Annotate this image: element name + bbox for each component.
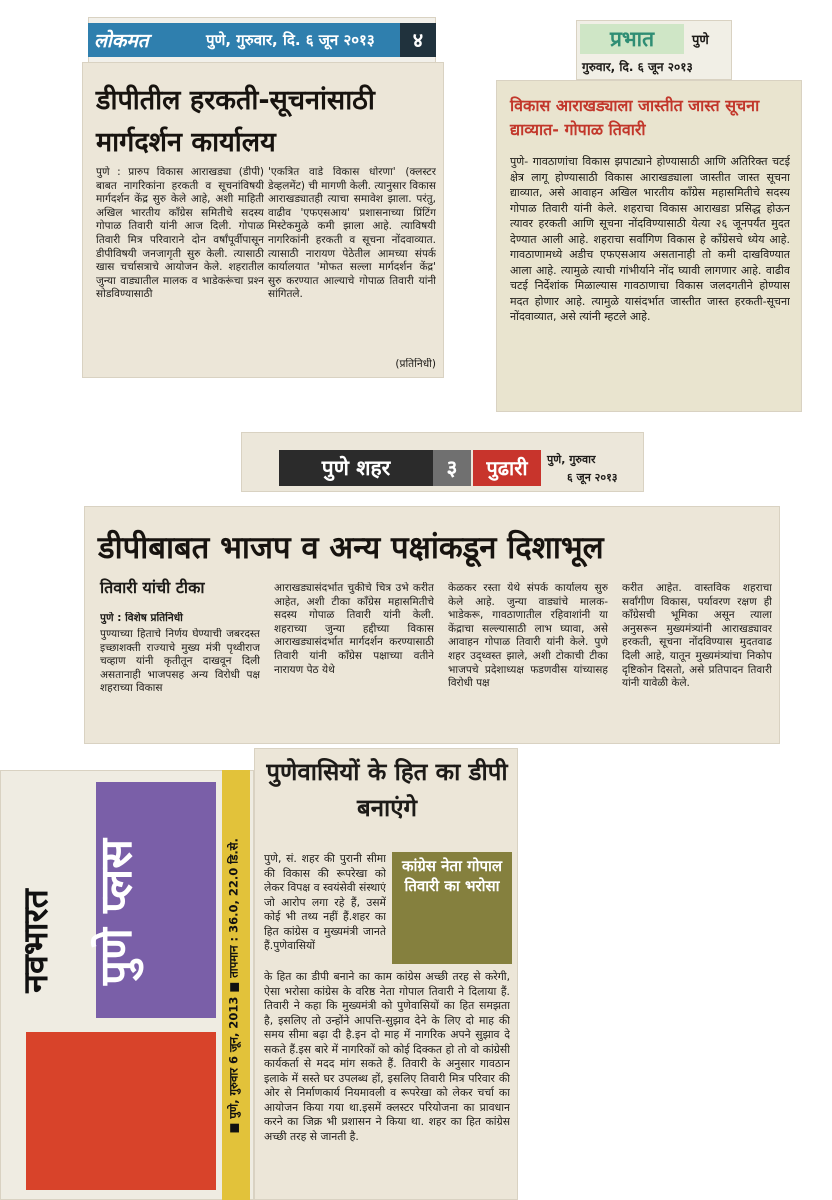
navbharat-date-line: ■ पुणे, गुरुवार 6 जून, 2013 ■ तापमान : 36.0, 22.0 डि.से. <box>226 838 241 1134</box>
pudhari-section: पुणे शहर <box>279 450 433 486</box>
prabhat-date-line: गुरुवार, दि. ६ जून २०१३ <box>582 60 693 74</box>
lokmat-masthead <box>88 17 436 67</box>
lokmat-headline: डीपीतील हरकती-सूचनांसाठी मार्गदर्शन कार्यालय <box>96 85 375 158</box>
lokmat-bar <box>88 23 436 57</box>
navbharat-logo: नवभारत <box>16 889 56 993</box>
lokmat-article <box>82 62 444 378</box>
pudhari-column-3: केळकर रस्ता येथे संपर्क कार्यालय सुरु केले आहे. जुन्या वाड्यांचे मालक-भाडेकरू, गावठाणातील रहिवाशांनी या केंद्राचा सल्ल्यासाठी लाभ घ्यावा, असे आवाहन गोपाळ तिवारी यांनी केले. पुणे शहर उद्ध्वस्त झाले, अशी टोकाची टीका भाजपचे प्रदेशाध्यक्ष फडणवीस यांच्यासह विरोधी पक्ष <box>448 582 608 690</box>
pudhari-column-1: पुण्याच्या हिताचे निर्णय घेण्याची जबरदस्त इच्छाशक्ती राज्याचे मुख्य मंत्री पृथ्वीराज चव्हाण यांनी कृतीतून दाखवून दिली असतानाही भाजपसह अन्य विरोधी पक्ष शहराच्या विकास <box>100 628 260 695</box>
navbharat-city-plus: पुणे प्लस <box>91 838 142 986</box>
navbharat-lead: पुणे, सं. शहर की पुरानी सीमा की विकास की रूपरेखा को लेकर विपक्ष व स्वयंसेवी संस्थाएं जो आरोप लगा रहे हैं, उसमें कोई भी तथ्य नहीं हैं.शहर का हित कांग्रेस व मुख्यमंत्री जानते हैं.पुणेवासियों <box>264 852 386 952</box>
navbharat-article <box>254 748 518 1200</box>
prabhat-masthead <box>576 20 732 80</box>
prabhat-article <box>496 80 802 412</box>
lokmat-page-number: ४ <box>400 23 436 57</box>
pudhari-page-number: ३ <box>433 450 471 486</box>
navbharat-headline: पुणेवासियों के हित का डीपी बनाएंगे <box>266 758 508 822</box>
navbharat-masthead <box>0 770 254 1200</box>
lokmat-column-2: 'एकत्रित वाडे विकास धोरणा' (क्लस्टर डेव्हलमेंट) ची मागणी केली. त्यानुसार विकास आराखड्यातही त्याचा समावेश झाला. परंतु, वाढीव 'एफएसआय' प्रशासनाच्या प्रिंटिंग मिस्टेकमुळे कमी झाला आहे. त्याविषयी नागरिकांनी हरकती व सूचना नोंदवाव्यात. त्यासाठी नारायण पेठेतील आमच्या संपर्क कार्यालयात 'मोफत सल्ला मार्गदर्शन केंद्र' सुरु करण्यात आल्याचे गोपाळ तिवारी यांनी सांगितले. <box>268 166 436 301</box>
pudhari-city-day: पुणे, गुरुवार <box>547 453 596 466</box>
lokmat-date-line: पुणे, गुरुवार, दि. ६ जून २०१३ <box>206 31 375 49</box>
pudhari-masthead <box>241 432 644 492</box>
pudhari-date: ६ जून २०१३ <box>567 471 618 484</box>
pudhari-headline: डीपीबाबत भाजप व अन्य पक्षांकडून दिशाभूल <box>98 530 604 566</box>
pudhari-subhead: तिवारी यांची टीका <box>100 578 205 597</box>
navbharat-highlight-box: कांग्रेस नेता गोपाल तिवारी का भरोसा <box>392 852 512 964</box>
pudhari-logo: पुढारी <box>473 450 541 486</box>
prabhat-city: पुणे <box>692 33 709 48</box>
prabhat-logo: प्रभात <box>580 24 684 54</box>
lokmat-logo: लोकमत <box>94 30 149 52</box>
pudhari-dateline: पुणे : विशेष प्रतिनिधी <box>100 612 183 624</box>
pudhari-article <box>84 506 780 744</box>
prabhat-body: पुणे- गावठाणांचा विकास झपाट्याने होण्यासाठी आणि अतिरिक्त चटई क्षेत्र लागू होण्यासाठी विकास आराखड्याला जास्तीत जास्त सूचना द्याव्यात, असे आवाहन अखिल भारतीय काँग्रेस महासमितीचे सदस्य गोपाळ तिवारी यांनी केले. शहराचा विकास आराखडा प्रसिद्ध होऊन त्यावर हरकती आणि सूचना नोंदविण्यासाठी येत्या २६ जूनपर्यंत मुदत देण्यात आली आहे. शहराचा सर्वांगिण विकास हे काँग्रेसचे ध्येय आहे. गावठाणामध्ये अडीच एफएसआय असतानाही तो कमी दाखविण्यात आला आहे. त्यामुळे त्याची गांभीर्याने नोंद घ्यावी लागणार आहे. वाढीव चटई निर्देशांक मिळाल्यास गावठाणाचा विकास जलदगतीने होण्यास मदत होणार आहे. त्यामुळे यासंदर्भात जास्तीत जास्त हरकती-सूचना नोंदवाव्यात, असे त्यांनी म्हटले आहे. <box>510 155 790 323</box>
navbharat-body: के हित का डीपी बनाने का काम कांग्रेस अच्छी तरह से करेगी, ऐसा भरोसा कांग्रेस के वरिष्ठ नेता गोपाल तिवारी ने दिलाया हैं. तिवारी ने कहा कि मुख्यमंत्री को पुणेवासियों का हित समझता है, इसलिए तो उन्होंने आपत्ति-सुझाव देने के लिए दो माह की समय सीमा बढ़ा दी है.इन दो माह में नागरिक अपने सुझाव दे सकते हैं.इस बारे में नागरिकों को कोई दिक्कत हो तो वो कांग्रेसी कार्यकर्ता से मदद मांग सकते हैं. तिवारी के अनुसार गावठान इलाके में सस्ते घर उपलब्ध हों, इसलिए तिवारी मित्र परिवार की ओर से निर्माणकार्य नियमावली व रूपरेखा को लेकर चर्चा का आयोजन किया गया था.इसमें क्लस्टर परियोजना का प्रावधान करने का जिक्र भी प्रशासन ने किया था. शहर का हित कांग्रेस अच्छी तरह से जानती है. <box>264 970 510 1143</box>
lokmat-column-1: पुणे : प्रारुप विकास आराखड्या (डीपी) बाबत नागरिकांना हरकती व सूचनांविषयी मार्गदर्शन केंद्र सुरु केले आहे, अशी माहिती अखिल भारतीय काँग्रेस समितीचे सदस्य गोपाळ तिवारी यांनी आज दिली. गोपाळ तिवारी मित्र परिवाराने दोन वर्षांपूर्वीपासून डीपीविषयी जनजागृती सुरु केली. त्यासाठी खास चर्चासत्राचे आयोजन केले. शहरातील जुन्या वाड्यातील मालक व भाडेकरूंचा प्रश्‍न सोडविण्यासाठी <box>96 166 264 301</box>
pudhari-column-2: आराखड्यासंदर्भात चुकीचे चित्र उभे करीत आहेत, अशी टीका काँग्रेस महासमितीचे सदस्य गोपाळ तिवारी यांनी केली. शहराच्या जुन्या हद्दीच्या विकास आराखड्यासंदर्भात मार्गदर्शन करण्यासाठी तिवारी यांनी काँग्रेस पक्षाच्या वतीने नारायण पेठ येथे <box>274 582 434 676</box>
lokmat-byline: (प्रतिनिधी) <box>395 358 436 370</box>
pudhari-column-4: करीत आहेत. वास्तविक शहराचा सर्वांगीण विकास, पर्यावरण रक्षण ही काँग्रेसची भूमिका असून त्याला अनुसरून मुख्यमंत्र्यांनी आराखड्यावर हरकती, सूचना नोंदविण्यास मुदतवाढ दिली आहे, यातून मुख्यमंत्र्यांचा निकोप दृष्टिकोन दिसतो, असे प्रतिपादन तिवारी यांनी यावेळी केले. <box>622 582 772 690</box>
prabhat-headline: विकास आराखड्याला जास्तीत जास्त सूचना द्याव्यात- गोपाळ तिवारी <box>510 96 760 139</box>
